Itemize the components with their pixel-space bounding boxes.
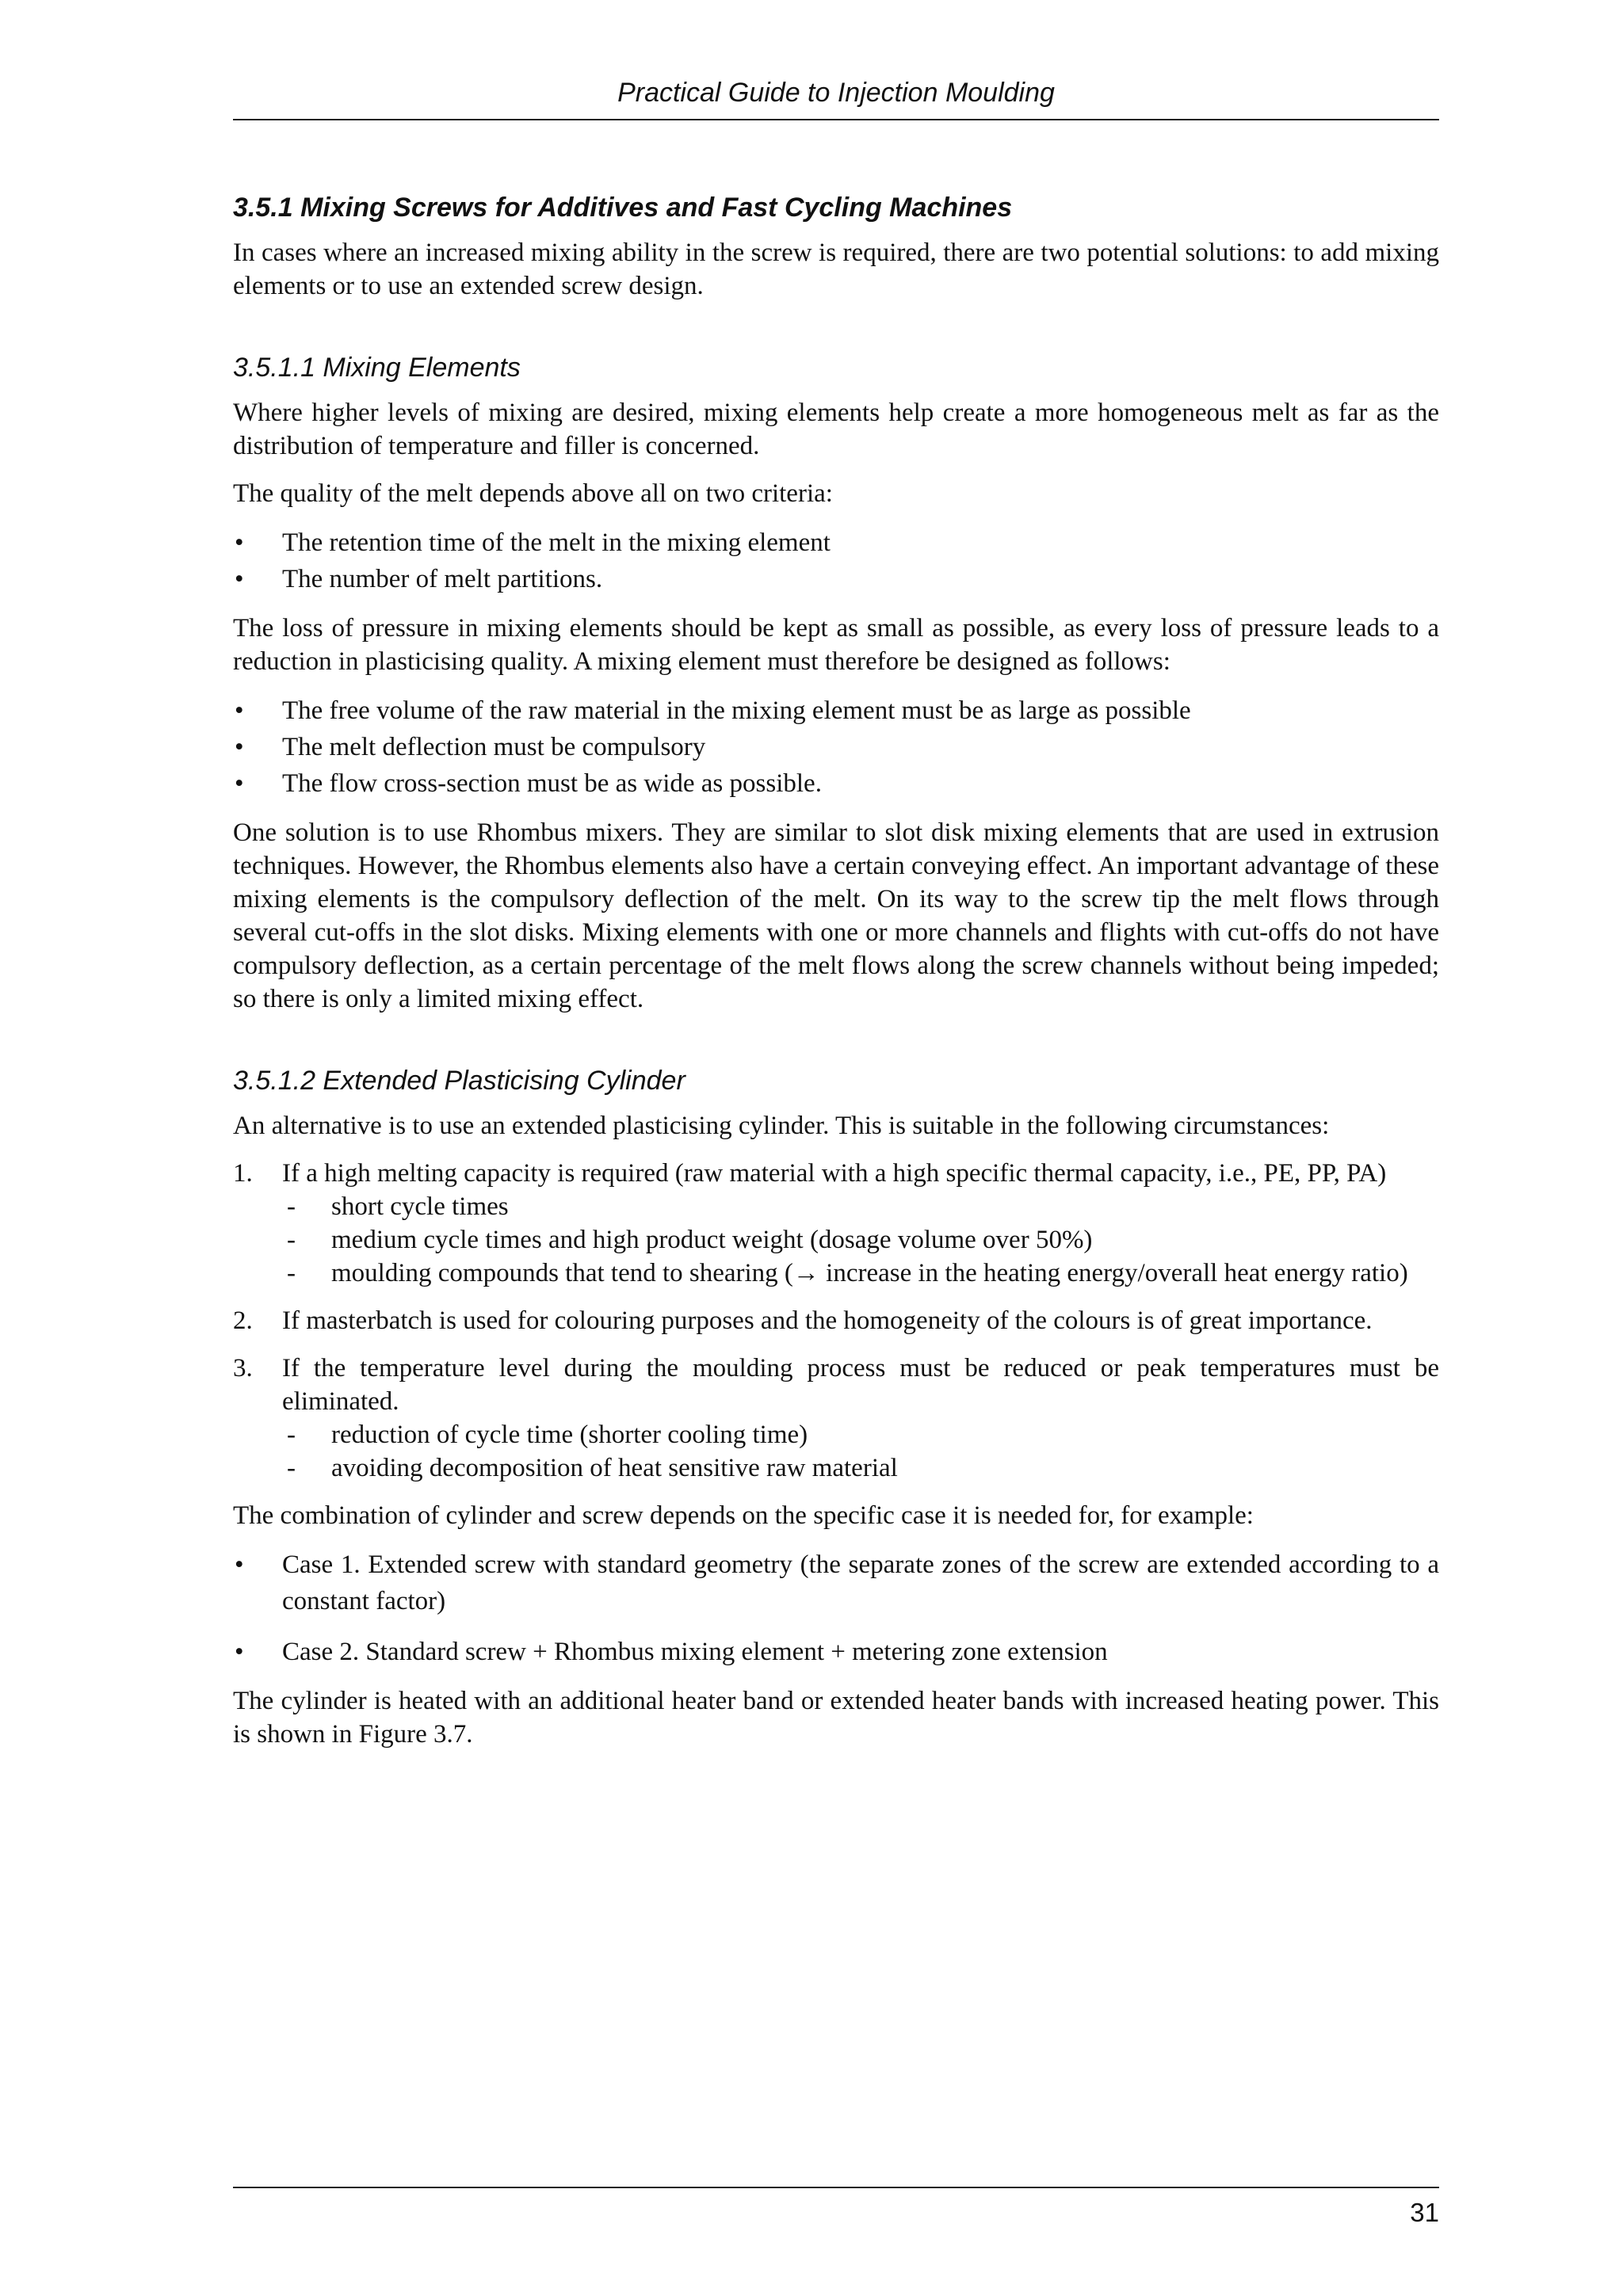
sub-item-text: medium cycle times and high product weight (dosage volume over 50%) [331,1226,1093,1254]
sub-item-text: moulding compounds that tend to shearing (→ increase in the heating energy/overall heat energy ratio) [331,1259,1408,1287]
dash-marker: - [287,1421,296,1449]
list-item-text: Case 2. Standard screw + Rhombus mixing element + metering zone extension [282,1638,1108,1666]
list-item-text: The retention time of the melt in the mixing element [282,528,831,557]
bullet-marker: • [235,528,244,557]
section-heading: 3.5.1 Mixing Screws for Additives and Fast Cycling Machines [233,193,1013,223]
item-number: 3. [233,1354,253,1383]
paragraph: One solution is to use Rhombus mixers. They are similar to slot disk mixing elements that are used in extrusion techniques. However, the Rhombus elements also have a certain conveying effect. An important advantage of these mixing elements is the compulsory deflection of the melt. On its way to the screw tip the melt flows through several cut-offs in the slot disks. Mixing elements with one or more channels and flights with cut-offs do not have compulsory deflection, as a certain percentage of the melt flows along the screw channels without being impeded; so there is only a limited mixing effect. [233,818,1439,1013]
bullet-marker: • [235,733,244,761]
bullet-marker: • [235,696,244,725]
paragraph: An alternative is to use an extended plasticising cylinder. This is suitable in the following circumstances: [233,1112,1330,1140]
sub-item [282,1451,1439,1485]
paragraph: The cylinder is heated with an additional heater band or extended heater bands with increased heating power. This is shown in Figure 3.7. [233,1687,1439,1749]
numbered-item [233,1157,1439,1290]
item-text: If a high melting capacity is required (raw material with a high specific thermal capacity, i.e., PE, PP, PA) [282,1159,1387,1188]
dash-marker: - [287,1226,296,1254]
sub-item-text: short cycle times [331,1192,509,1221]
item-number: 2. [233,1306,253,1335]
sub-item-text: avoiding decomposition of heat sensitive raw material [331,1454,898,1482]
paragraph: Where higher levels of mixing are desired, mixing elements help create a more homogeneous melt as far as the distribution of temperature and filler is concerned. [233,399,1439,460]
subsection-heading-extended-cylinder: 3.5.1.2 Extended Plasticising Cylinder [233,1066,685,1096]
list-item [233,692,1439,729]
list-item [233,524,1439,561]
paragraph: The loss of pressure in mixing elements should be kept as small as possible, as every loss of pressure leads to a reduction in plasticising quality. A mixing element must therefore be designed as follows: [233,614,1439,676]
bullet-marker: • [235,769,244,798]
cases-list [233,1547,1439,1670]
running-header: Practical Guide to Injection Moulding [617,78,1055,108]
section-intro: In cases where an increased mixing ability in the screw is required, there are two potential solutions: to add mixing elements or to use an extended screw design. [233,238,1439,300]
numbered-item [233,1304,1439,1337]
list-item-text: The free volume of the raw material in the mixing element must be as large as possible [282,696,1191,725]
page-number: 31 [1410,2198,1439,2227]
bullet-marker: • [235,1550,244,1579]
item-text: If the temperature level during the moulding process must be reduced or peak temperatures must be eliminated. [282,1354,1439,1416]
list-item [233,765,1439,802]
list-item-text: The flow cross-section must be as wide as possible. [282,769,822,798]
sub-item [282,1223,1439,1257]
dash-marker: - [287,1259,296,1287]
sub-list [282,1190,1439,1290]
subsection-heading-mixing-elements: 3.5.1.1 Mixing Elements [233,353,521,383]
dash-marker: - [287,1192,296,1221]
sub-item [282,1257,1439,1290]
bullet-marker: • [235,1638,244,1666]
item-text: If masterbatch is used for colouring purposes and the homogeneity of the colours is of great importance. [282,1306,1373,1335]
criteria-list [233,524,1439,597]
numbered-item [233,1352,1439,1485]
sub-item [282,1190,1439,1223]
list-item-text: The melt deflection must be compulsory [282,733,706,761]
paragraph: The combination of cylinder and screw depends on the specific case it is needed for, for example: [233,1501,1254,1530]
list-item [233,729,1439,765]
header-rule [233,119,1439,120]
sub-list [282,1418,1439,1485]
footer-rule [233,2187,1439,2188]
list-item [233,1634,1439,1670]
list-item-text: The number of melt partitions. [282,565,603,593]
list-item [233,1547,1439,1619]
paragraph: The quality of the melt depends above all on two criteria: [233,479,833,508]
sub-item-text: reduction of cycle time (shorter cooling time) [331,1421,808,1449]
page-body [233,190,1439,1765]
list-item-text: Case 1. Extended screw with standard geometry (the separate zones of the screw are extended according to a constant factor) [282,1550,1439,1615]
bullet-marker: • [235,565,244,593]
item-number: 1. [233,1159,253,1188]
dash-marker: - [287,1454,296,1482]
sub-item [282,1418,1439,1451]
circumstances-list [233,1157,1439,1485]
design-list [233,692,1439,802]
list-item [233,561,1439,597]
